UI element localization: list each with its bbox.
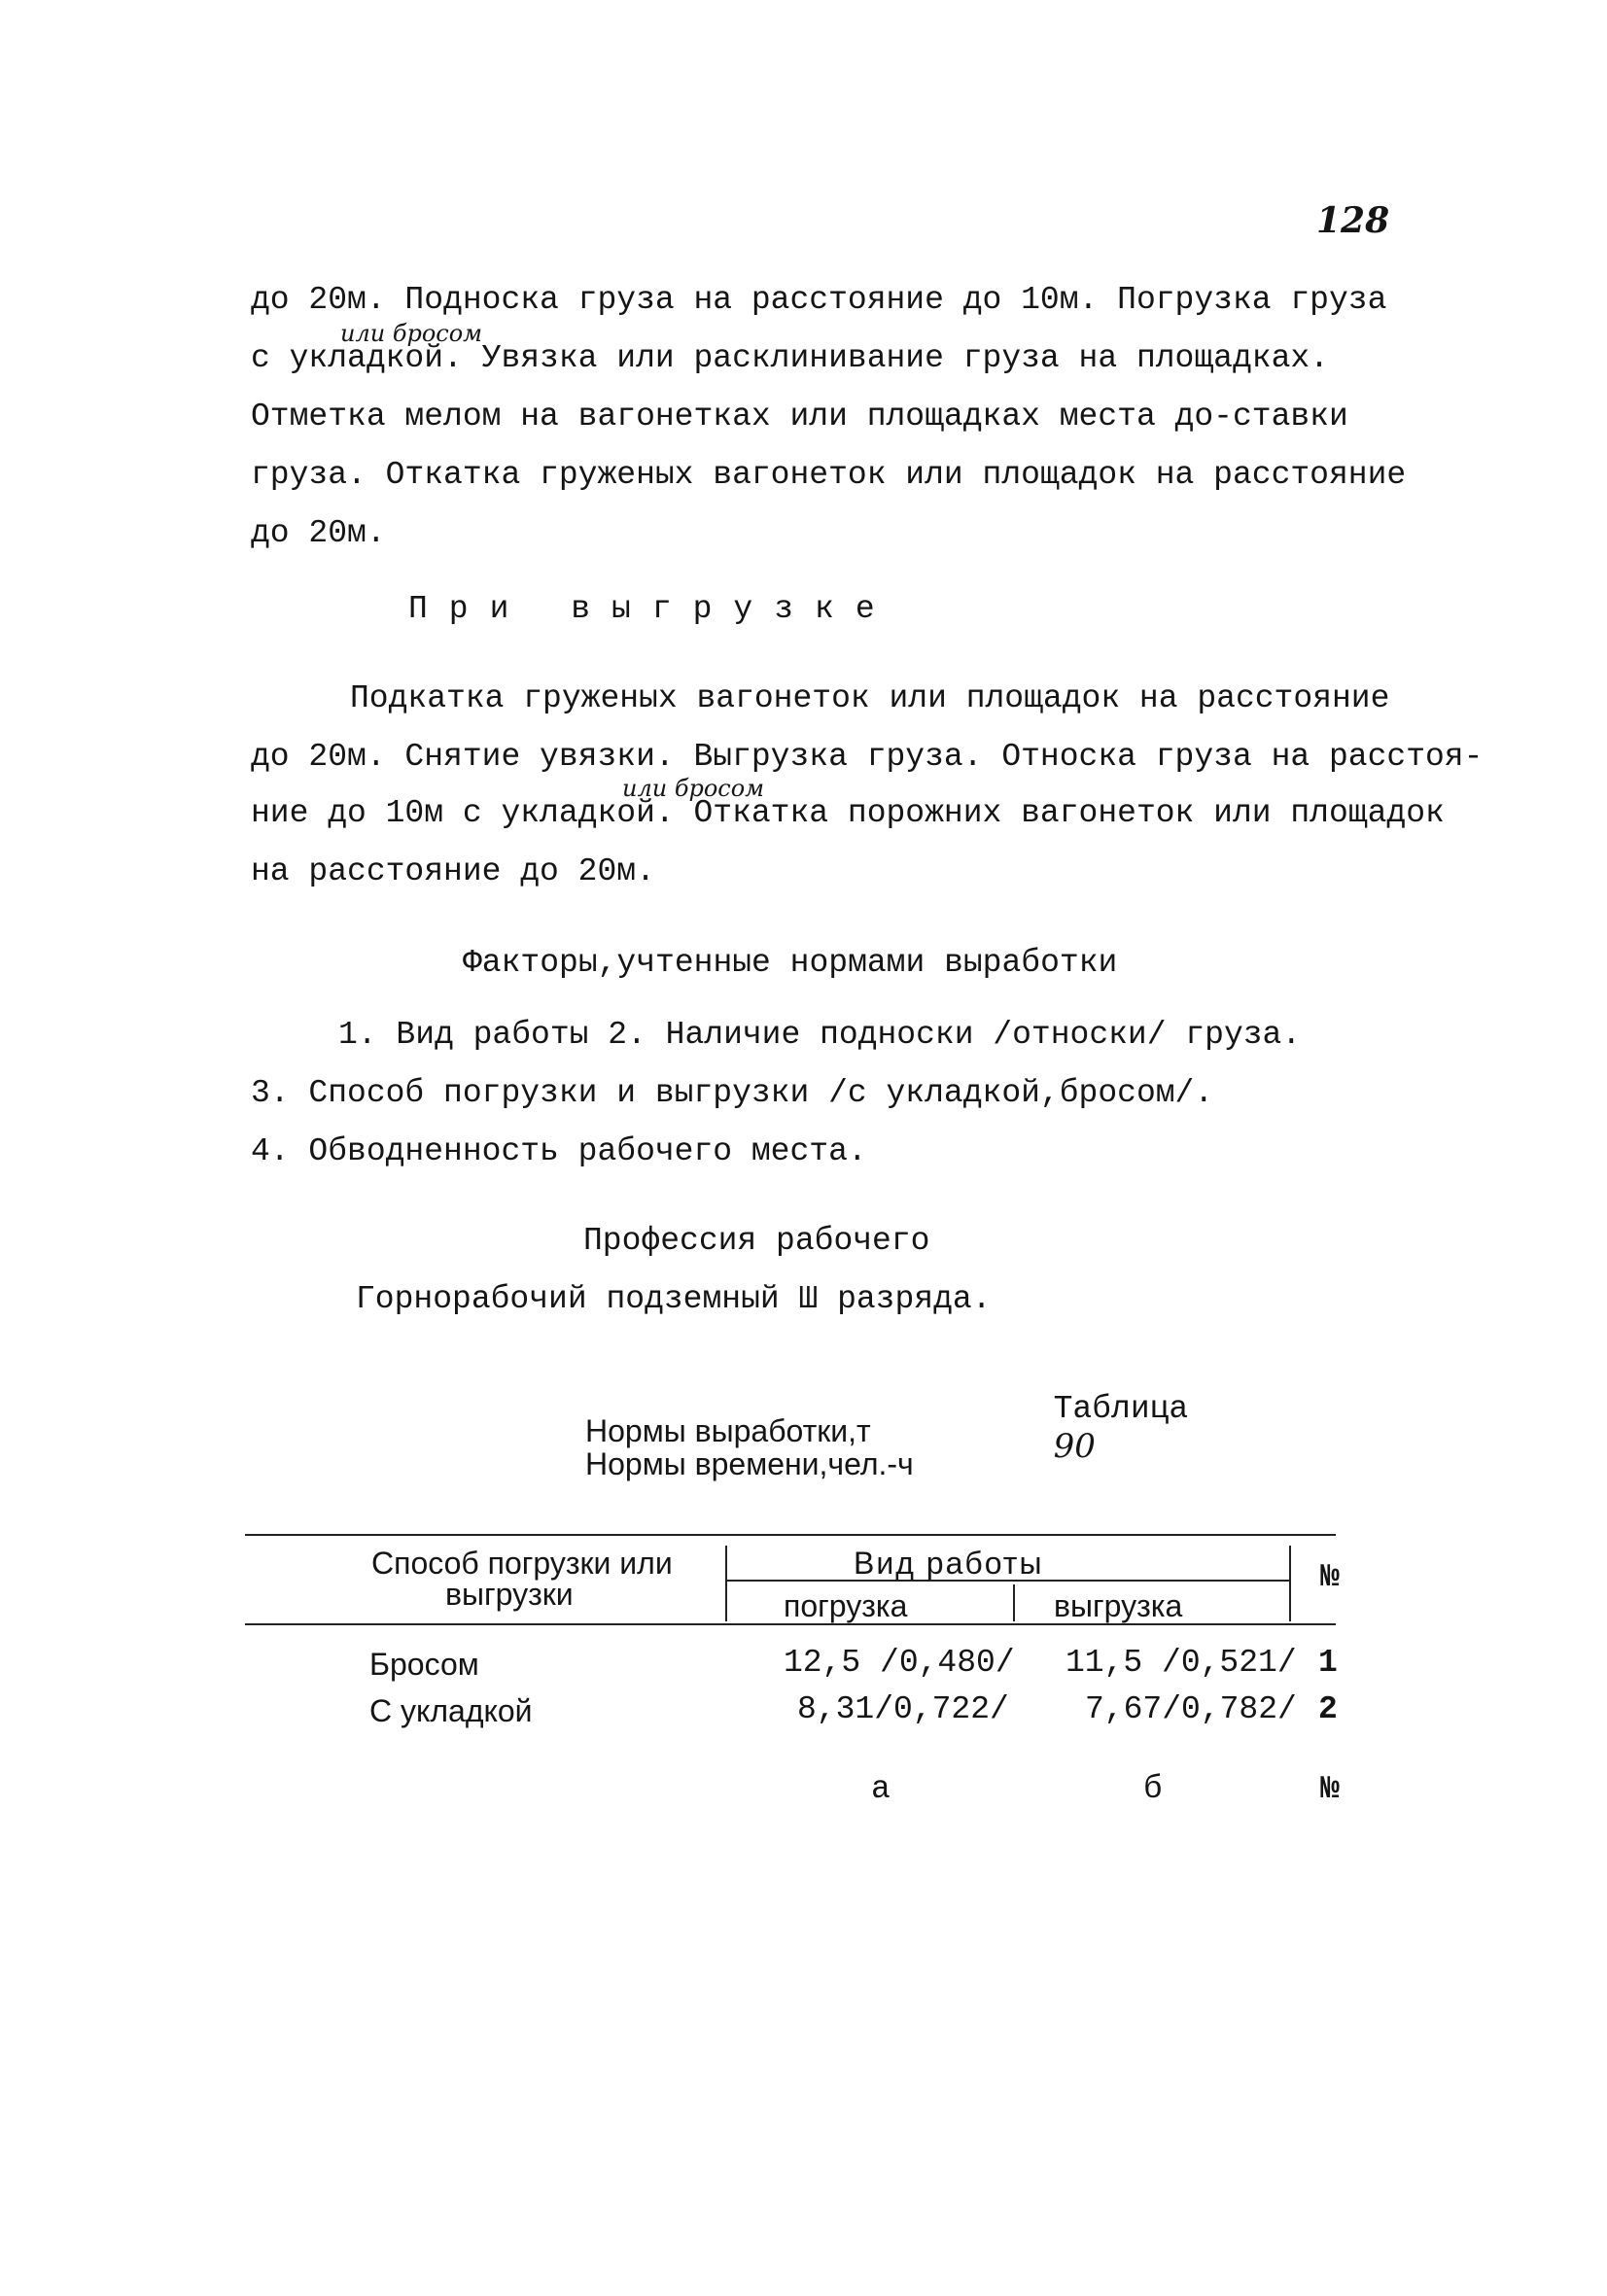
factors-title: Факторы,учтенные нормами выработки xyxy=(463,945,1118,981)
footer-col-b: б xyxy=(1143,1771,1163,1807)
profession-title: Профессия рабочего xyxy=(583,1223,930,1259)
table-label xyxy=(1015,1355,1188,1467)
col-header-num: № xyxy=(1320,1559,1340,1595)
para1-line3: Отметка мелом на вагонетках или площадках места до-ставки xyxy=(251,399,1348,435)
table-divider-mid xyxy=(1013,1584,1015,1621)
para1-handwritten-insert: или бросом xyxy=(340,320,483,347)
row1-load: 12,5 /0,480/ xyxy=(784,1645,1015,1681)
footer-col-num: № xyxy=(1320,1771,1340,1807)
page-number: 128 xyxy=(1316,200,1390,241)
para1-line5: до 20м. xyxy=(251,515,386,551)
profession-value: Горнорабочий подземный Ш разряда. xyxy=(356,1281,992,1317)
table-number: 90 xyxy=(1053,1427,1096,1466)
col-header-work: Вид работы xyxy=(854,1546,1044,1581)
factor-item-1: 1. Вид работы 2. Наличие подноски /относки/ груза. xyxy=(338,1017,1302,1053)
col-header-method-2: выгрузки xyxy=(445,1577,574,1612)
col-header-method-1: Способ погрузки или xyxy=(371,1546,673,1581)
row2-num: 2 xyxy=(1318,1691,1338,1727)
table-label-text: Таблица xyxy=(1053,1391,1189,1427)
factor-item-2: 3. Способ погрузки и выгрузки /с укладкой,бросом/. xyxy=(251,1075,1214,1111)
row2-load: 8,31/0,722/ xyxy=(797,1691,1009,1727)
norms-output: Нормы выработки,т xyxy=(585,1413,871,1448)
row1-method: Бросом xyxy=(369,1647,479,1682)
table-top-rule xyxy=(245,1534,1336,1536)
table-divider-left xyxy=(725,1546,727,1621)
para1-line4: груза. Откатка груженых вагонеток или площадок на расстояние xyxy=(251,457,1407,493)
col-header-unload: выгрузка xyxy=(1054,1588,1183,1623)
footer-col-a: а xyxy=(871,1771,891,1807)
para1-line2: с укладкой. Увязка или расклинивание груза на площадках. xyxy=(251,340,1329,376)
norms-time: Нормы времени,чел.-ч xyxy=(585,1446,914,1481)
para2-line1: Подкатка груженых вагонеток или площадок на расстояние xyxy=(350,680,1390,716)
row1-num: 1 xyxy=(1318,1645,1338,1681)
table-divider-right xyxy=(1289,1546,1291,1621)
para1-line1: до 20м. Подноска груза на расстояние до 10м. Погрузка груза xyxy=(251,282,1387,318)
para2-line2: до 20м. Снятие увязки. Выгрузка груза. Относка груза на расстоя- xyxy=(251,739,1484,775)
col-header-load: погрузка xyxy=(784,1588,908,1623)
para2-handwritten-insert: или бросом xyxy=(622,775,765,802)
row2-method: С укладкой xyxy=(369,1693,533,1728)
para2-line3: ние до 10м с укладкой. Откатка порожних вагонеток или площадок xyxy=(251,795,1445,831)
para2-line4: на расстояние до 20м. xyxy=(251,853,655,889)
section-heading-unload: При выгрузке xyxy=(408,591,896,627)
row2-unload: 7,67/0,782/ xyxy=(1085,1691,1297,1727)
row1-unload: 11,5 /0,521/ xyxy=(1066,1645,1297,1681)
factor-item-3: 4. Обводненность рабочего места. xyxy=(251,1133,867,1169)
